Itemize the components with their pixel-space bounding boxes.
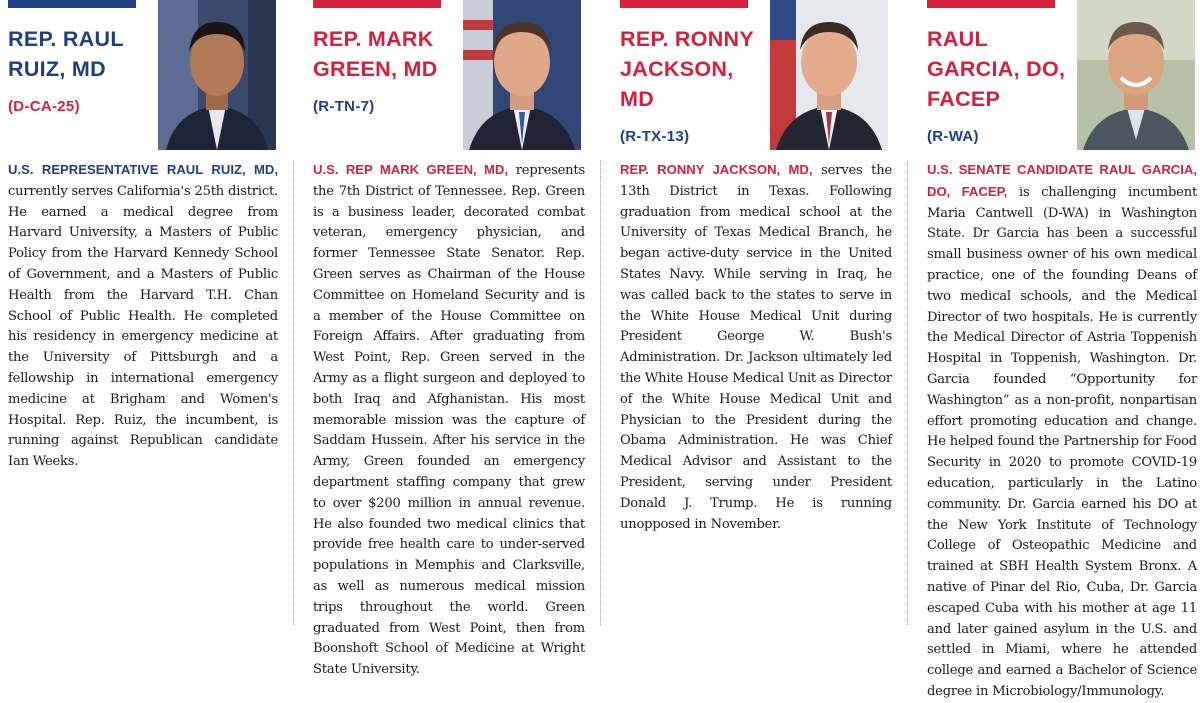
headshot-photo bbox=[770, 0, 888, 150]
bio-text bbox=[313, 160, 585, 681]
bio-body: represents the 7th District of Tennessee. Rep. Green is a business leader, decorated combat veteran, emergency physician, and former Tennessee State Senator. Rep. Green serves as Chairman of the House Committee on Homeland Security and is a member of the House Committee on Foreign Affairs. After graduating from West Point, Rep. Green served in the Army as a flight surgeon and deployed to both Iraq and Afghanistan. His most memorable mission was the capture of Saddam Hussein. After his service in the Army, Green founded an emergency department staffing company that grew to over $200 million in annual revenue. He also founded two medical clinics that provide free health care to under-served populations in Memphis and Clarksville, as well as numerous medical mission trips throughout the world. Green graduated from West Point, then from Boonshoft School of Medicine at Wright State University. bbox=[313, 163, 585, 678]
profile-mark-green bbox=[313, 0, 585, 678]
bio-body: currently serves California's 25th district. He earned a medical degree from Harvard University, a Masters of Public Policy from the Harvard Kennedy School of Government, and a Masters of Public Health from the Harvard T.H. Chan School of Public Health. He completed his residency in emergency medicine at the University of Pittsburgh and a fellowship in international emergency medicine at Brigham and Women's Hospital. Rep. Ruiz, the incumbent, is running against Republican candidate Ian Weeks. bbox=[8, 183, 278, 470]
profile-name: REP. RAUL RUIZ, MD bbox=[8, 27, 124, 81]
headshot-photo bbox=[1077, 0, 1195, 150]
accent-bar bbox=[8, 0, 136, 8]
profile-name: RAUL GARCIA, DO, FACEP bbox=[927, 27, 1066, 111]
bio-body: is challenging incumbent Maria Cantwell (D-WA) in Washington State. Dr Garcia has been a successful small business owner of his own medical practice, one of the founding Deans of two medical schools, and the Medical Director of two hospitals. He is currently the Medical Director of Astria Toppenish Hospital in Toppenish, Washington. Dr. Garcia founded “Opportunity for Washington” as a non-profit, nonpartisan effort promoting education and change. He helped found the Partnership for Food Security in 2020 to promote COVID-19 education, particularly in the Latino community. Dr. Garcia earned his DO at the New York Institute of Technology College of Osteopathic Medicine and trained at SBH Health System Bronx. A native of Pinar del Rio, Cuba, Dr. Garcia escaped Cuba with his mother at age 11 and later gained asylum in the U.S. and settled in Miami, where he attended college and earned a Bachelor of Science degree in Microbiology/Immunology. bbox=[927, 184, 1198, 699]
column-divider bbox=[907, 160, 908, 625]
party-label: (R-WA) bbox=[927, 128, 979, 145]
bio-body: serves the 13th District in Texas. Following graduation from medical school at the University of Texas Medical Branch, he began active-duty service in the United States Navy. While serving in Iraq, he was called back to the states to serve in the White House Medical Unit during President George W. Bush's Administration. Dr. Jackson ultimately led the White House Medical Unit as Director of the White House Medical Unit and Physician to the President during the Obama Administration. He was Chief Medical Advisor and Assistant to the President, serving under President Donald J. Trump. He is running unopposed in November. bbox=[620, 163, 893, 532]
profile-ronny-jackson bbox=[620, 0, 892, 625]
headshot-photo bbox=[158, 0, 276, 150]
bio-lead: U.S. SENATE CANDIDATE RAUL GARCIA, DO, FACEP, bbox=[927, 162, 1197, 199]
accent-bar bbox=[927, 0, 1055, 8]
bio-lead: REP. RONNY JACKSON, MD, bbox=[620, 162, 813, 177]
headshot-photo bbox=[463, 0, 581, 150]
accent-bar bbox=[620, 0, 748, 8]
profile-raul-garcia bbox=[927, 0, 1198, 699]
party-label: (D-CA-25) bbox=[8, 98, 80, 115]
bio-lead: U.S. REP MARK GREEN, MD, bbox=[313, 162, 509, 177]
party-label: (R-TX-13) bbox=[620, 128, 690, 145]
bio-lead: U.S. REPRESENTATIVE RAUL RUIZ, MD, bbox=[8, 162, 278, 177]
profile-name: REP. MARK GREEN, MD bbox=[313, 27, 438, 81]
profile-raul-ruiz bbox=[8, 0, 278, 625]
party-label: (R-TN-7) bbox=[313, 98, 375, 115]
bio-text bbox=[927, 160, 1197, 703]
bio-text bbox=[8, 160, 278, 473]
column-divider bbox=[600, 160, 601, 625]
accent-bar bbox=[313, 0, 441, 8]
bio-text bbox=[620, 160, 892, 535]
column-divider bbox=[293, 160, 294, 625]
profile-name: REP. RONNY JACKSON, MD bbox=[620, 27, 754, 111]
